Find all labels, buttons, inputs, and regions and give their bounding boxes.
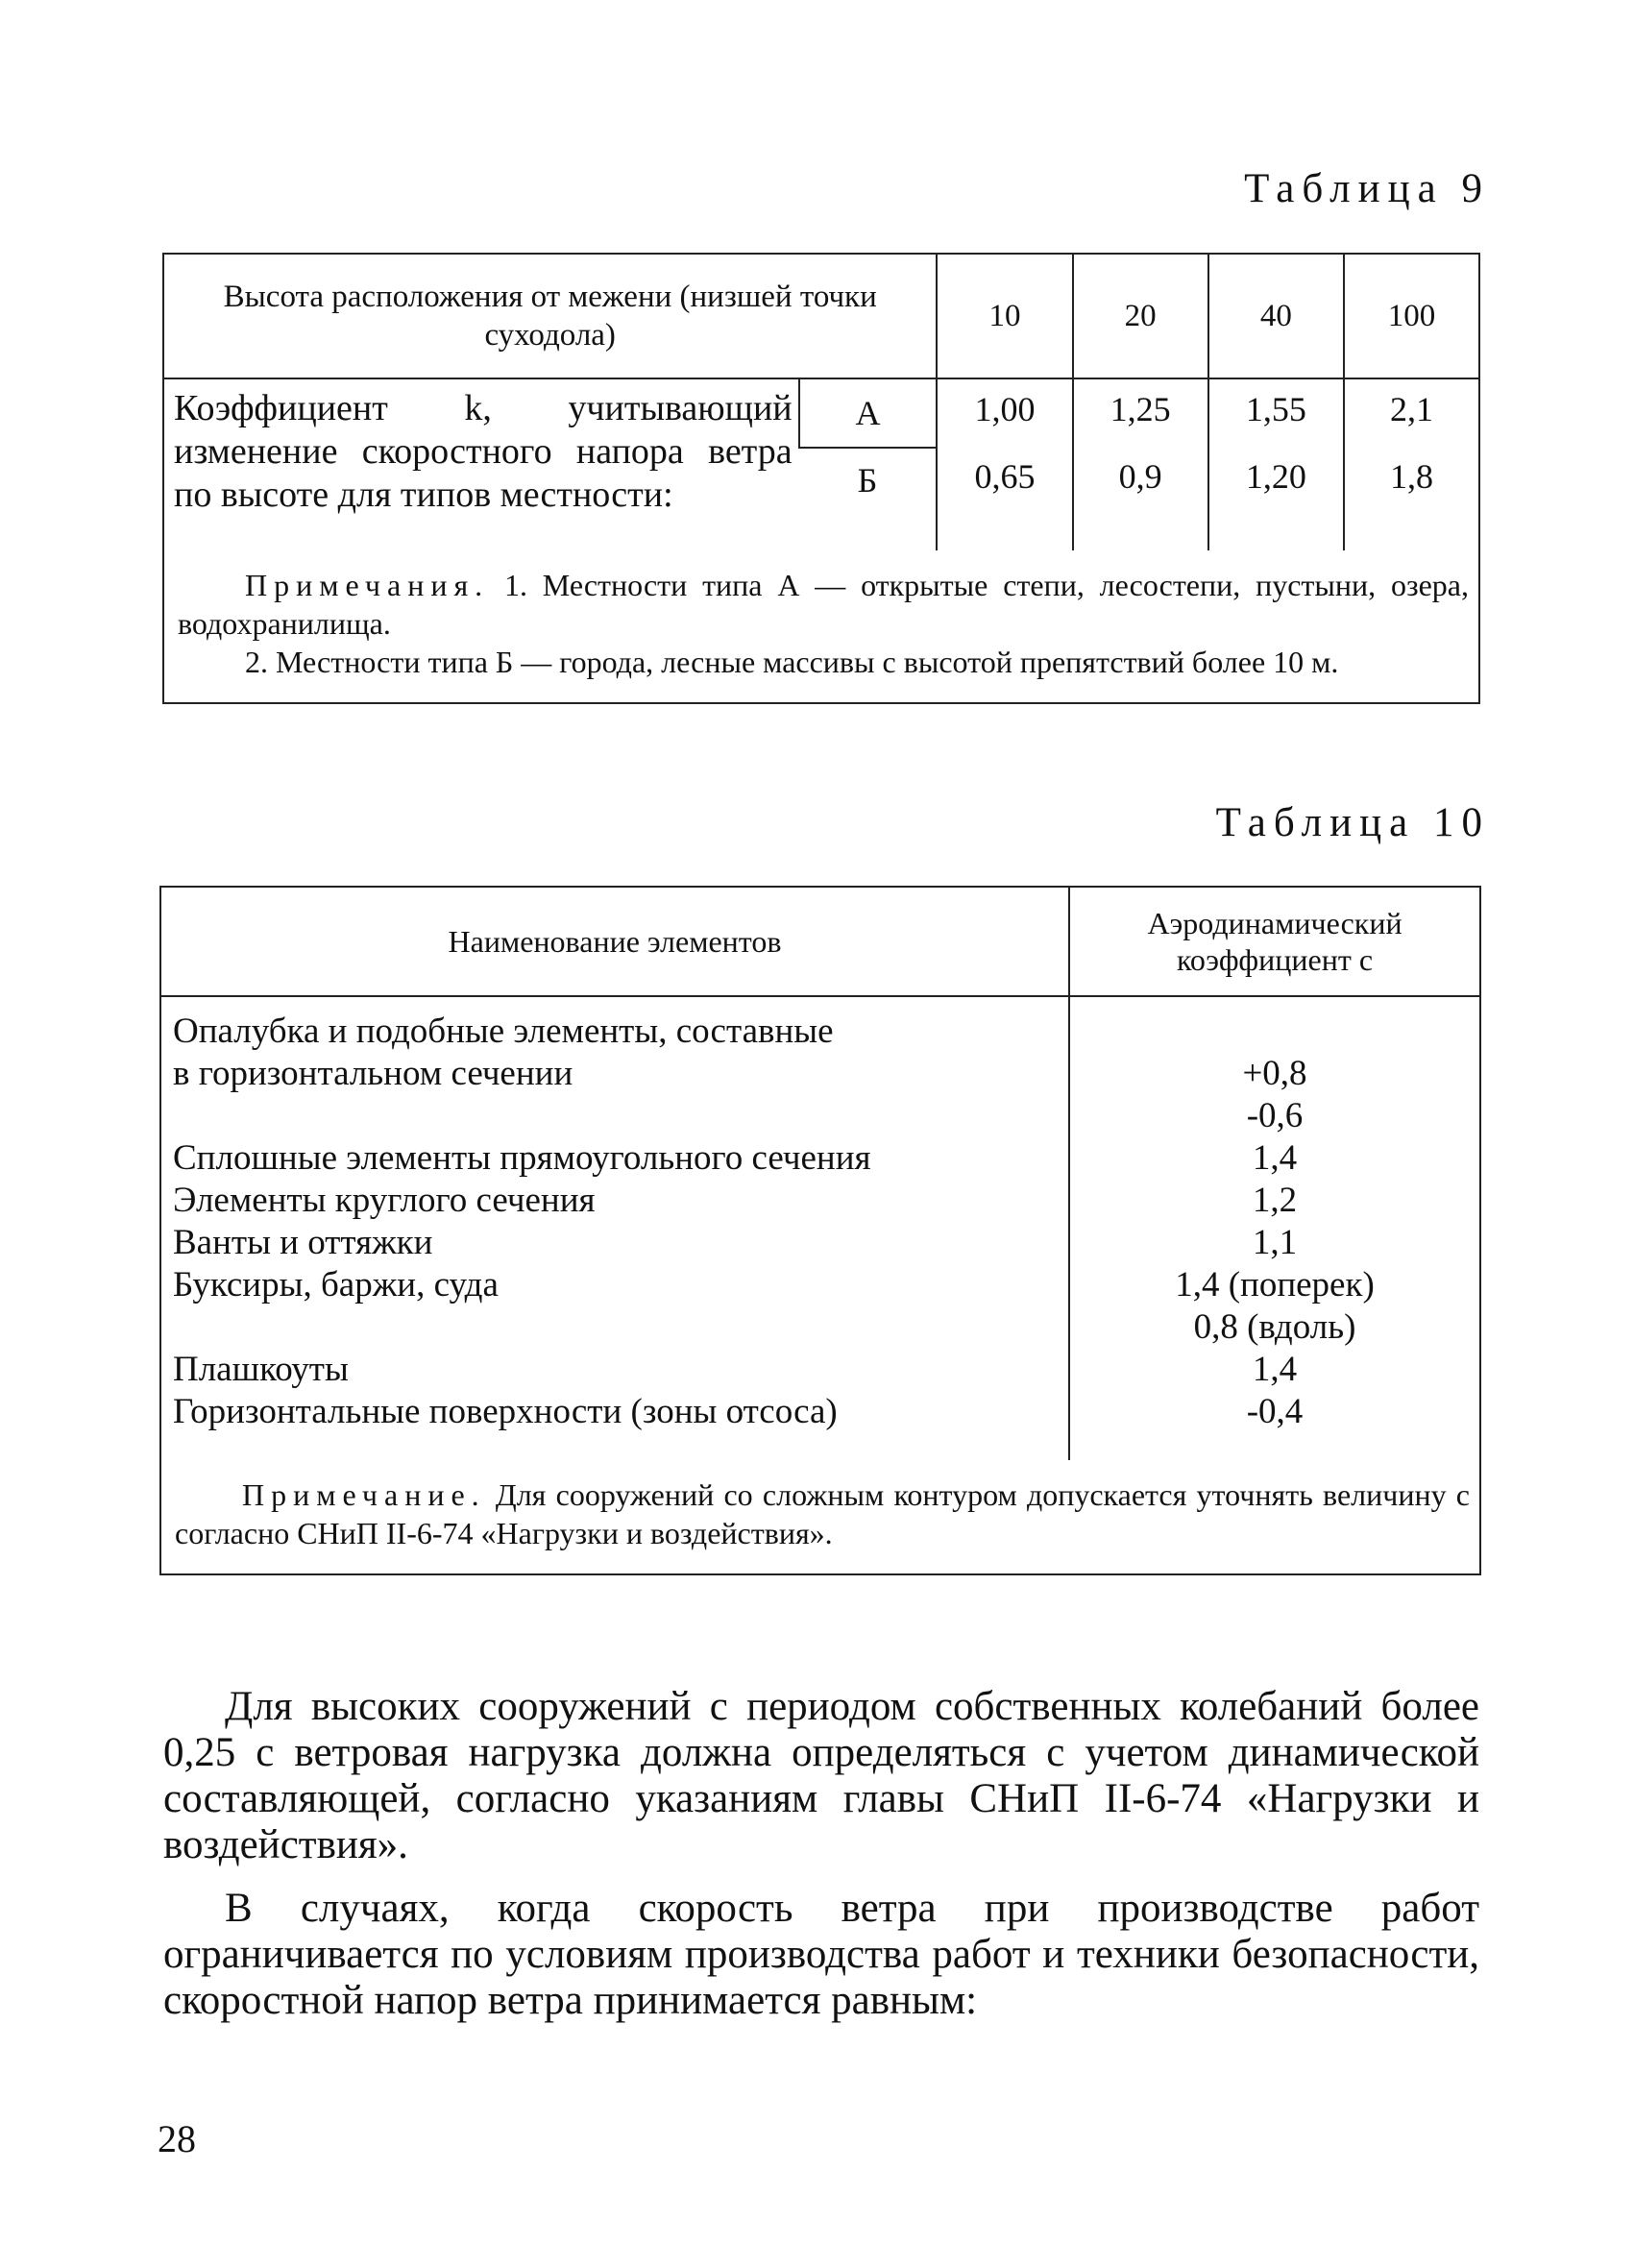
table9-value-a-100: 2,1 <box>1389 390 1433 428</box>
table10-caption: Таблица 10 <box>1215 800 1490 845</box>
table10-name-3: Сплошные элементы прямоугольного сечения <box>173 1138 871 1178</box>
table10-name-4: Элементы круглого сечения <box>173 1181 596 1220</box>
table10-coef-header: Аэродинамический коэффициент с <box>1069 887 1480 996</box>
table10-note-text: Для сооружений со сложным контуром допускается уточнять величину с согласно СНиП II-6-74 «Нагрузки и воздействия». <box>175 1477 1471 1550</box>
table10-coefs-column <box>1069 996 1480 1460</box>
table9-cell-10 <box>937 378 1072 550</box>
table9-height-header: Высота расположения от межени (низшей точки суходола) <box>163 254 937 378</box>
table9-notes <box>163 550 1479 703</box>
table10-coef-7: 0,8 (вдоль) <box>1193 1307 1356 1347</box>
table10-coef-8: 1,4 <box>1252 1350 1298 1389</box>
table9-height-40: 40 <box>1208 254 1344 378</box>
table9-value-b-20: 0,9 <box>1118 457 1162 496</box>
table9-value-a-10: 1,00 <box>974 390 1036 428</box>
table9-note-2: 2. Местности типа Б — города, лесные массивы с высотой препятствий более 10 м. <box>245 645 1339 679</box>
table10-name-0: Опалубка и подобные элементы, составные <box>173 1012 834 1051</box>
table10-coef-3: 1,4 <box>1252 1138 1298 1178</box>
table10-name-6: Буксиры, баржи, суда <box>173 1265 499 1305</box>
table9-height-10: 10 <box>937 254 1072 378</box>
table10-name-1: в горизонтальном сечении <box>173 1054 573 1093</box>
page-number: 28 <box>158 2117 196 2160</box>
table10-coef-2: -0,6 <box>1246 1096 1304 1135</box>
table9-height-20: 20 <box>1073 254 1208 378</box>
table10-coef-9: -0,4 <box>1246 1392 1304 1431</box>
table10-notes-row <box>160 1460 1480 1574</box>
table10-name-7 <box>173 1306 1068 1349</box>
table10-note-paragraph <box>175 1475 1470 1552</box>
table-9 <box>162 253 1480 704</box>
table10-coef-1: +0,8 <box>1242 1054 1307 1093</box>
table10-note <box>160 1460 1480 1574</box>
table9-value-b-100: 1,8 <box>1389 457 1433 496</box>
paragraph-1: Для высоких сооружений с периодом собственных колебаний более 0,25 с ветровая нагрузка должна определяться с учетом динамической составляющей, согласно указаниям главы СНиП II-6-74 «Нагрузки и воздействия». <box>163 1684 1479 1867</box>
table9-type-a: А <box>799 378 938 448</box>
table10-coef-4: 1,2 <box>1252 1181 1298 1220</box>
table10-coef-5: 1,1 <box>1252 1223 1298 1262</box>
table10-name-8: Плашкоуты <box>173 1350 349 1389</box>
table10-body-row <box>160 996 1480 1460</box>
table10-names-column <box>160 996 1069 1460</box>
table10-note-heading: Примечание. <box>242 1477 486 1512</box>
table10-name-header: Наименование элементов <box>160 887 1069 996</box>
table9-value-b-40: 1,20 <box>1245 457 1306 496</box>
table9-height-100: 100 <box>1344 254 1479 378</box>
table10-header-row <box>160 887 1480 996</box>
table10-coef-0 <box>1070 1011 1479 1053</box>
body-text <box>163 1684 1479 2041</box>
table9-note-1-text: 1. Местности типа А — открытые степи, лесостепи, пустыни, озера, водохранилища. <box>178 568 1470 641</box>
table9-note-1 <box>178 566 1469 643</box>
table9-row-a <box>163 378 1479 448</box>
table10-name-9: Горизонтальные поверхности (зоны отсоса) <box>173 1392 838 1431</box>
table9-notes-row <box>163 550 1479 703</box>
table9-caption: Таблица 9 <box>1244 166 1490 211</box>
table10-name-5: Ванты и оттяжки <box>173 1223 433 1262</box>
table10-coef-6: 1,4 (поперек) <box>1175 1265 1375 1305</box>
table9-type-b: Б <box>857 461 878 500</box>
paragraph-2: В случаях, когда скорость ветра при производстве работ ограничивается по условиям производства работ и техники безопасности, скоростной напор ветра принимается равным: <box>163 1886 1479 2023</box>
table9-cell-40 <box>1208 378 1344 550</box>
table-10 <box>159 886 1481 1575</box>
table9-value-a-40: 1,55 <box>1245 390 1306 428</box>
table9-header-row <box>163 254 1479 378</box>
table10-name-2 <box>173 1095 1068 1137</box>
table9-coefficient-label: Коэффициент k, учитывающий изменение скоростного напора ветра по высоте для типов местности: <box>174 388 793 515</box>
table9-value-a-20: 1,25 <box>1110 390 1171 428</box>
table9-notes-heading: Примечания. <box>245 568 490 602</box>
table9-cell-20 <box>1073 378 1208 550</box>
table9-value-b-10: 0,65 <box>974 457 1036 496</box>
table9-cell-100 <box>1344 378 1479 550</box>
